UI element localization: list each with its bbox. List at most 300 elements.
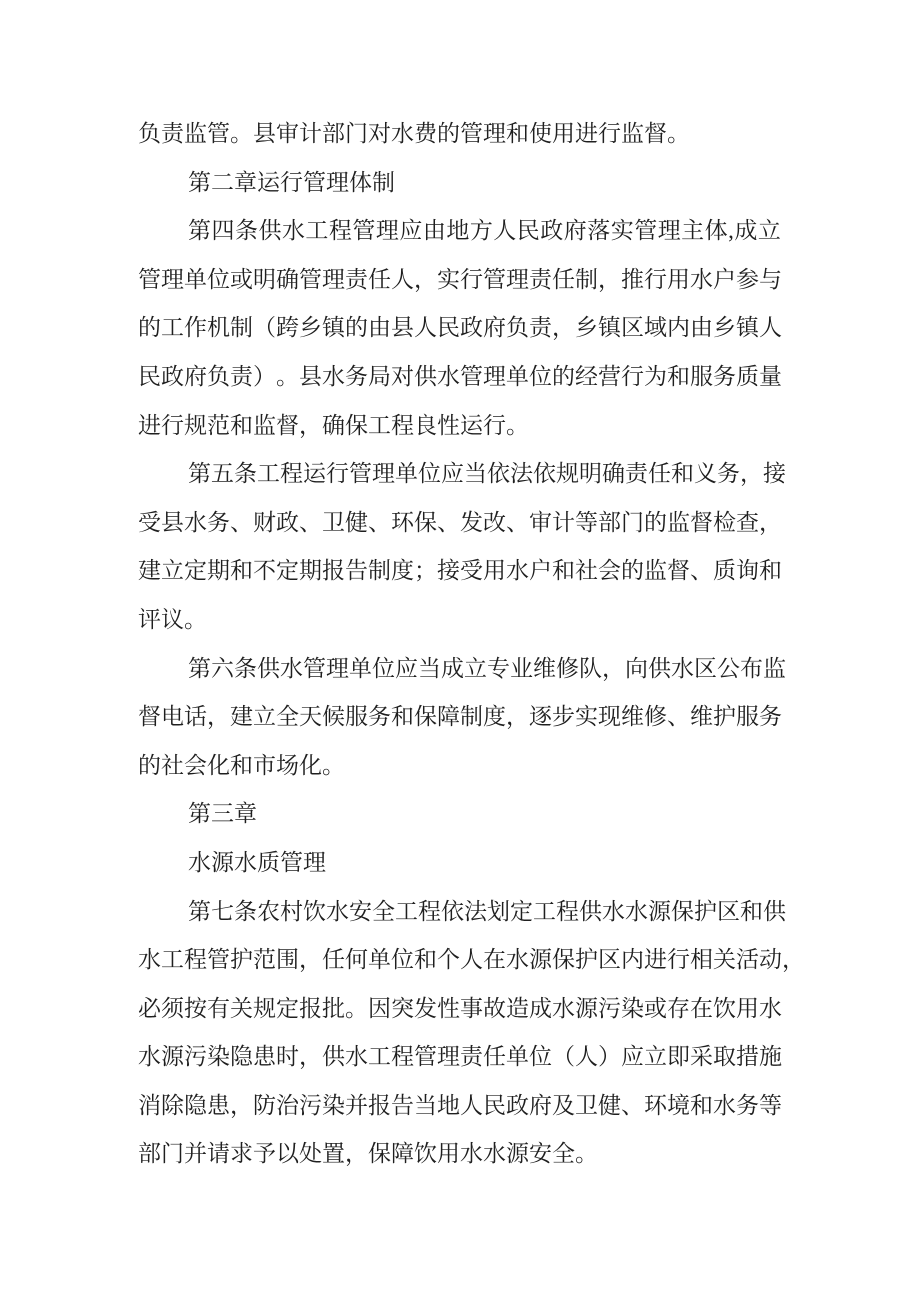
text-char: 专	[487, 655, 510, 681]
text-char: 政	[276, 509, 299, 535]
text-char: 按	[184, 995, 207, 1021]
text-char: 保	[552, 947, 575, 973]
text-char: 局	[368, 363, 391, 389]
text-char: 、	[299, 509, 322, 535]
text-char: 健	[345, 509, 368, 535]
text-char: 审	[529, 509, 552, 535]
text-char: 参	[736, 266, 759, 292]
text-char: 候	[322, 704, 345, 730]
text-char: 监	[644, 558, 667, 584]
text-char: 位	[207, 266, 230, 292]
text-line: 第三章	[188, 801, 257, 827]
text-char: 和	[230, 558, 253, 584]
text-char: 管	[349, 461, 372, 487]
text-char: 县	[161, 509, 184, 535]
text-char: ，	[506, 704, 529, 730]
text-char: 关	[230, 995, 253, 1021]
text-char: 立	[253, 704, 276, 730]
text-char: 区	[598, 947, 621, 973]
text-char: 服	[736, 704, 759, 730]
text-char: 报	[322, 558, 345, 584]
text-char: 取	[713, 1044, 736, 1070]
text-char: 立	[161, 558, 184, 584]
text-char: 单	[395, 461, 418, 487]
text-char: 水	[281, 218, 305, 244]
text-char: 六	[211, 655, 234, 681]
text-char: 行	[667, 947, 690, 973]
text-char: 染	[621, 995, 644, 1021]
text-char: 督	[667, 558, 690, 584]
text-char: 动	[759, 947, 782, 973]
text-char: 保	[414, 704, 437, 730]
text-char: 理	[437, 1044, 460, 1070]
text-char: 理	[483, 363, 506, 389]
text-char: 理	[326, 655, 349, 681]
text-line	[138, 645, 786, 694]
text-line	[138, 1033, 781, 1082]
text-char: 位	[529, 1044, 552, 1070]
text-char: 县	[299, 363, 322, 389]
text-char: 政	[540, 218, 564, 244]
text-char: 行	[460, 266, 483, 292]
text-char: 第	[188, 218, 211, 244]
text-char: 当	[414, 1092, 437, 1118]
text-char: 工	[533, 898, 556, 924]
text-char: 用	[483, 558, 506, 584]
text-char: 府	[483, 315, 506, 341]
text-char: 不	[253, 558, 276, 584]
text-char: 镇	[598, 315, 621, 341]
text-char: 务	[713, 363, 736, 389]
text-char: 管	[303, 655, 326, 681]
text-char: 度	[391, 558, 414, 584]
text-char: 天	[299, 704, 322, 730]
text-char: 卫	[322, 509, 345, 535]
text-char: 第	[188, 898, 211, 924]
text-char: 村	[280, 898, 303, 924]
text-char: 内	[667, 315, 690, 341]
text-char: 受	[138, 509, 161, 535]
text-char: 成	[734, 218, 758, 244]
text-char: 管	[352, 218, 376, 244]
text-char: 由	[368, 315, 391, 341]
text-char: 和	[391, 704, 414, 730]
text-char: 工	[161, 947, 184, 973]
text-char: 明	[253, 266, 276, 292]
text-char: 管	[299, 266, 322, 292]
text-char: 四	[211, 218, 235, 244]
text-char: 公	[717, 655, 740, 681]
text-char: 环	[391, 509, 414, 535]
text-char: 社	[575, 558, 598, 584]
text-char: 作	[184, 315, 207, 341]
text-char: 管	[634, 218, 658, 244]
text-char: 水	[759, 995, 782, 1021]
text-char: 范	[253, 947, 276, 973]
text-char: 条	[234, 461, 257, 487]
text-char: 源	[161, 1044, 184, 1070]
text-char: 程	[328, 218, 352, 244]
text-char: 定	[276, 995, 299, 1021]
text-char: 依	[487, 461, 510, 487]
text-char: 立	[464, 655, 487, 681]
text-char: 水	[326, 898, 349, 924]
text-char: 突	[391, 995, 414, 1021]
text-char: 理	[657, 218, 681, 244]
text-char: 户	[529, 558, 552, 584]
text-line: 第二章运行管理体制	[188, 169, 395, 195]
text-char: 治	[276, 1092, 299, 1118]
text-char: （	[552, 1044, 575, 1070]
text-line	[138, 256, 781, 305]
text-char: 发	[460, 509, 483, 535]
text-char: 患	[253, 1044, 276, 1070]
text-char: 步	[552, 704, 575, 730]
text-char: 污	[184, 1044, 207, 1070]
text-char: 负	[506, 315, 529, 341]
text-char: ，	[782, 947, 805, 973]
text-char: 、	[506, 509, 529, 535]
text-line: 进行规范和监督，确保工程良性运行。	[138, 412, 529, 438]
text-char: 位	[529, 363, 552, 389]
text-char: 五	[211, 461, 234, 487]
text-char: 务	[345, 363, 368, 389]
text-char: 民	[516, 218, 540, 244]
text-char: 护	[575, 947, 598, 973]
text-line: 负责监管。县审计部门对水费的管理和使用进行监督。	[138, 121, 690, 146]
text-char: 供	[763, 898, 786, 924]
text-char: 接	[763, 461, 786, 487]
text-char: 、	[621, 1092, 644, 1118]
text-char: 务	[368, 704, 391, 730]
text-char: 跨	[276, 315, 299, 341]
text-char: 域	[644, 315, 667, 341]
text-char: 任	[322, 947, 345, 973]
text-char: 计	[552, 509, 575, 535]
text-char: ）	[598, 1044, 621, 1070]
text-char: 源	[529, 947, 552, 973]
text-char: 划	[487, 898, 510, 924]
text-line: 水源水质管理	[188, 849, 326, 875]
text-char: 环	[644, 1092, 667, 1118]
text-char: 理	[161, 266, 184, 292]
text-char: 单	[184, 266, 207, 292]
text-char: 存	[667, 995, 690, 1021]
text-char: 责	[529, 266, 552, 292]
text-char: 用	[736, 995, 759, 1021]
text-char: 工	[368, 1044, 391, 1070]
text-char: 水	[506, 558, 529, 584]
text-char: 县	[391, 315, 414, 341]
text-char: 告	[391, 1092, 414, 1118]
text-char: 地	[446, 218, 470, 244]
text-char: 责	[230, 363, 253, 389]
text-char: 确	[602, 461, 625, 487]
text-char: 依	[441, 898, 464, 924]
text-char: 定	[184, 558, 207, 584]
text-char: 水	[138, 947, 161, 973]
text-char: 主	[681, 218, 705, 244]
text-char: 任	[552, 266, 575, 292]
text-char: 水	[322, 363, 345, 389]
text-char: 水	[690, 266, 713, 292]
text-char: 供	[322, 1044, 345, 1070]
text-char: 民	[483, 1092, 506, 1118]
text-char: ，	[207, 704, 230, 730]
text-line	[138, 888, 786, 937]
text-char: 事	[460, 995, 483, 1021]
text-char: 责	[625, 461, 648, 487]
text-char: 污	[299, 1092, 322, 1118]
text-char: 方	[469, 218, 493, 244]
text-char: 位	[372, 655, 395, 681]
text-line	[138, 985, 781, 1034]
text-char: 或	[230, 266, 253, 292]
text-char: 建	[230, 704, 253, 730]
text-char: 因	[368, 995, 391, 1021]
text-char: 水	[552, 995, 575, 1021]
text-char: 报	[299, 995, 322, 1021]
text-char: 应	[399, 218, 423, 244]
text-char: 乡	[713, 315, 736, 341]
text-char: 工	[395, 898, 418, 924]
text-char: 落	[587, 218, 611, 244]
text-char: 应	[621, 1044, 644, 1070]
text-char: 逐	[529, 704, 552, 730]
text-line	[138, 936, 805, 985]
text-char: 实	[437, 266, 460, 292]
text-char: 地	[437, 1092, 460, 1118]
text-char: 等	[759, 1092, 782, 1118]
text-char: 由	[422, 218, 446, 244]
text-char: 成	[529, 995, 552, 1021]
text-char: ，	[230, 1092, 253, 1118]
text-char: 门	[621, 509, 644, 535]
text-char: 单	[349, 655, 372, 681]
text-char: ，	[299, 1044, 322, 1070]
text-char: 政	[161, 363, 184, 389]
text-char: （	[253, 315, 276, 341]
text-char: ，	[299, 947, 322, 973]
text-char: ，	[740, 461, 763, 487]
text-char: 关	[713, 947, 736, 973]
text-char: 定	[276, 558, 299, 584]
text-char: 隐	[184, 1092, 207, 1118]
text-char: 消	[138, 1092, 161, 1118]
text-char: 和	[690, 1092, 713, 1118]
text-char: 运	[303, 461, 326, 487]
text-line	[138, 304, 781, 353]
text-char: 期	[299, 558, 322, 584]
text-char: 服	[345, 704, 368, 730]
text-char: 人	[391, 266, 414, 292]
text-line: 评议。	[138, 606, 207, 632]
text-char: 相	[690, 947, 713, 973]
text-line	[138, 499, 781, 548]
text-char: 进	[644, 947, 667, 973]
text-char: 必	[138, 995, 161, 1021]
text-char: 全	[276, 704, 299, 730]
text-char: 的	[345, 315, 368, 341]
text-char: 人	[759, 315, 782, 341]
text-line	[138, 353, 781, 402]
text-char: 围	[276, 947, 299, 973]
text-char: 水	[506, 947, 529, 973]
text-char: 立	[757, 218, 781, 244]
text-char: 区	[717, 898, 740, 924]
text-line: 部门并请求予以处置，保障饮用水水源安全。	[138, 1141, 598, 1167]
text-char: ，	[414, 266, 437, 292]
text-char: ,	[728, 218, 734, 244]
text-char: 营	[598, 363, 621, 389]
text-char: 经	[575, 363, 598, 389]
text-char: 务	[736, 1092, 759, 1118]
text-char: 镇	[322, 315, 345, 341]
text-char: 管	[207, 947, 230, 973]
text-char: 造	[506, 995, 529, 1021]
text-char: 督	[690, 509, 713, 535]
text-char: 实	[610, 218, 634, 244]
text-char: 饮	[303, 898, 326, 924]
text-char: 水	[280, 655, 303, 681]
text-char: 、	[368, 509, 391, 535]
text-char: 应	[395, 655, 418, 681]
text-char: 或	[644, 995, 667, 1021]
text-char: 维	[690, 704, 713, 730]
text-char: 农	[257, 898, 280, 924]
text-char: 修	[644, 704, 667, 730]
text-char: 、	[667, 704, 690, 730]
text-char: 定	[510, 898, 533, 924]
text-char: 理	[375, 218, 399, 244]
text-char: 建	[138, 558, 161, 584]
text-char: 护	[694, 898, 717, 924]
text-char: 为	[644, 363, 667, 389]
text-char: 明	[579, 461, 602, 487]
text-char: 制	[575, 266, 598, 292]
text-line	[138, 693, 781, 742]
text-char: 监	[667, 509, 690, 535]
text-char: 条	[234, 218, 258, 244]
text-char: 责	[345, 266, 368, 292]
text-char: 供	[257, 655, 280, 681]
text-char: 责	[460, 1044, 483, 1070]
text-char: 户	[713, 266, 736, 292]
text-char: 检	[713, 509, 736, 535]
text-char: 队	[579, 655, 602, 681]
text-char: 乡	[299, 315, 322, 341]
text-char: 性	[437, 995, 460, 1021]
text-char: 和	[667, 363, 690, 389]
text-char: 护	[230, 947, 253, 973]
text-char: 务	[759, 704, 782, 730]
text-char: 在	[483, 947, 506, 973]
text-char: 质	[713, 558, 736, 584]
text-char: 民	[437, 315, 460, 341]
text-char: 。	[276, 363, 299, 389]
text-char: 第	[188, 655, 211, 681]
text-char: 推	[621, 266, 644, 292]
text-char: 人	[460, 1092, 483, 1118]
text-char: 供	[579, 898, 602, 924]
text-char: 区	[694, 655, 717, 681]
text-char: 规	[556, 461, 579, 487]
text-char: 询	[736, 558, 759, 584]
text-char: 监	[763, 655, 786, 681]
text-char: 工	[161, 315, 184, 341]
text-char: 防	[253, 1092, 276, 1118]
text-char: 查	[736, 509, 759, 535]
text-char: ，	[602, 655, 625, 681]
text-char: 采	[690, 1044, 713, 1070]
text-char: 受	[460, 558, 483, 584]
text-char: 告	[345, 558, 368, 584]
text-char: 并	[345, 1092, 368, 1118]
text-char: 卫	[575, 1092, 598, 1118]
text-char: 成	[441, 655, 464, 681]
text-char: 实	[575, 704, 598, 730]
text-char: 有	[207, 995, 230, 1021]
text-char: 机	[207, 315, 230, 341]
text-char: 人	[460, 947, 483, 973]
text-char: 程	[184, 947, 207, 973]
text-char: 在	[690, 995, 713, 1021]
text-char: 度	[483, 704, 506, 730]
text-char: 的	[644, 509, 667, 535]
text-char: 即	[667, 1044, 690, 1070]
text-char: 责	[529, 315, 552, 341]
text-char: 染	[322, 1092, 345, 1118]
text-char: 电	[161, 704, 184, 730]
text-char: 障	[437, 704, 460, 730]
text-char: 政	[460, 315, 483, 341]
text-char: 条	[234, 655, 257, 681]
text-char: 个	[437, 947, 460, 973]
text-char: 保	[671, 898, 694, 924]
text-char: 、	[437, 509, 460, 535]
text-line	[138, 547, 781, 596]
text-char: 程	[556, 898, 579, 924]
text-char: 制	[230, 315, 253, 341]
text-char: 护	[713, 704, 736, 730]
text-char: 管	[138, 266, 161, 292]
text-char: 源	[648, 898, 671, 924]
text-char: 健	[598, 1092, 621, 1118]
text-char: 措	[736, 1044, 759, 1070]
text-char: 工	[257, 461, 280, 487]
text-char: 条	[234, 898, 257, 924]
text-char: 及	[552, 1092, 575, 1118]
text-char: ，	[759, 509, 782, 535]
text-char: 负	[207, 363, 230, 389]
text-char: 府	[184, 363, 207, 389]
text-char: 话	[184, 704, 207, 730]
text-char: 保	[414, 509, 437, 535]
text-char: 饮	[713, 995, 736, 1021]
text-char: 用	[667, 266, 690, 292]
text-char: 镇	[736, 315, 759, 341]
text-char: 立	[644, 1044, 667, 1070]
text-char: 和	[671, 461, 694, 487]
text-char: 水	[138, 1044, 161, 1070]
text-char: ，	[552, 315, 575, 341]
text-char: 会	[598, 558, 621, 584]
text-char: 和	[740, 898, 763, 924]
text-char: 和	[552, 558, 575, 584]
text-char: 业	[510, 655, 533, 681]
text-char: 工	[305, 218, 329, 244]
text-char: 布	[740, 655, 763, 681]
